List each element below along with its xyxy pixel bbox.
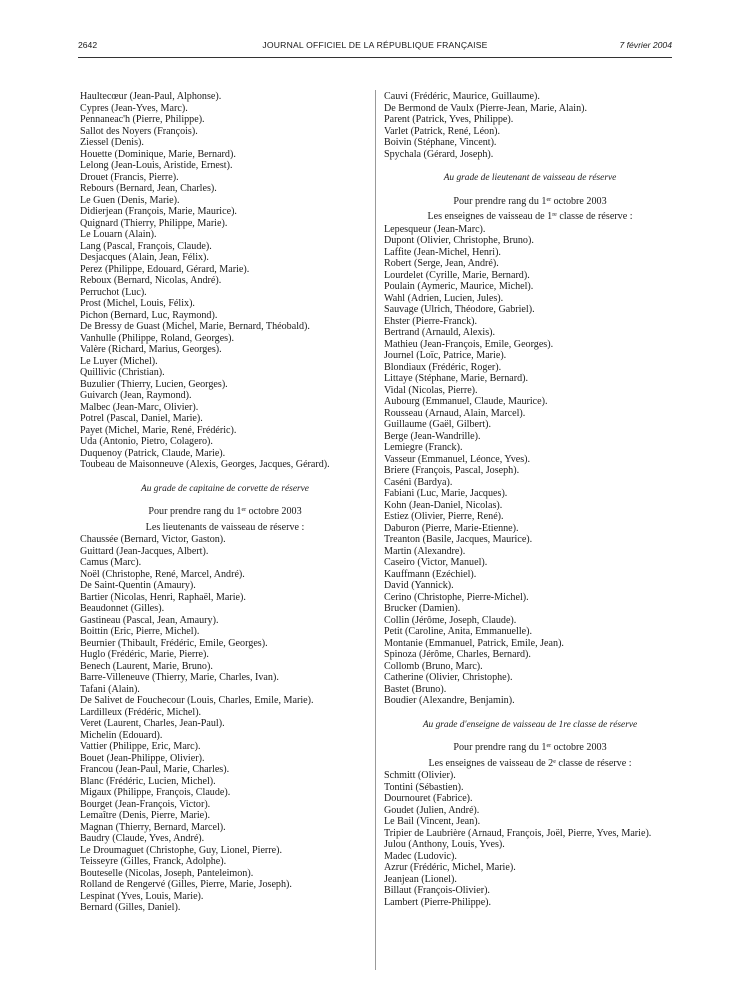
name-entry: Noël (Christophe, René, Marcel, André).	[80, 568, 245, 580]
name-entry: Didierjean (François, Marie, Maurice).	[80, 206, 237, 217]
name-entry: Brucker (Damien).	[384, 603, 461, 614]
name-entry: De Salivet de Fouchecour (Louis, Charles, Emile, Marie).	[80, 695, 314, 706]
page-header	[78, 40, 672, 54]
name-entry: Vattier (Philippe, Eric, Marc).	[80, 741, 201, 752]
name-entry: Vasseur (Emmanuel, Léonce, Yves).	[384, 453, 531, 465]
name-entry: Estiez (Olivier, Pierre, René).	[384, 511, 504, 522]
name-entry: Quignard (Thierry, Philippe, Marie).	[80, 217, 228, 229]
right-column	[384, 91, 676, 908]
name-entry: Caséni (Bardya).	[384, 476, 453, 488]
name-entry: Spychala (Gérard, Joseph).	[384, 148, 494, 160]
header-rule	[78, 57, 672, 58]
section-capitaine-de-corvette	[80, 484, 370, 534]
left-column	[80, 91, 370, 914]
name-entry: Sauvage (Ulrich, Théodore, Gabriel).	[384, 304, 535, 315]
name-entry: Bartier (Nicolas, Henri, Raphaël, Marie).	[80, 591, 246, 603]
name-entry: Bouteselle (Nicolas, Joseph, Panteleimon).	[80, 867, 254, 879]
name-entry: Goudet (Julien, André).	[384, 804, 480, 816]
name-entry: Guittard (Jean-Jacques, Albert).	[80, 545, 209, 557]
name-entry: Wahl (Adrien, Lucien, Jules).	[384, 292, 504, 304]
name-entry: Spinoza (Jérôme, Charles, Bernard).	[384, 649, 531, 660]
name-entry: Martin (Alexandre).	[384, 545, 466, 557]
name-entry: Desjacques (Alain, Jean, Félix).	[80, 252, 209, 263]
name-entry: Blanc (Frédéric, Lucien, Michel).	[80, 775, 216, 787]
name-entry: Lourdelet (Cyrille, Marie, Bernard).	[384, 269, 530, 281]
name-entry: Sallot des Noyers (François).	[80, 125, 198, 137]
name-entry: Rousseau (Arnaud, Alain, Marcel).	[384, 407, 526, 419]
name-entry: Vanhulle (Philippe, Roland, Georges).	[80, 332, 234, 344]
name-entry: Tripier de Laubrière (Arnaud, François, Joël, Pierre, Yves, Marie).	[384, 827, 652, 839]
name-entry: Ehster (Pierre-Franck).	[384, 315, 478, 327]
journal-title: JOURNAL OFFICIEL DE LA RÉPUBLIQUE FRANÇAISE	[262, 40, 488, 50]
name-entry: Migaux (Philippe, François, Claude).	[80, 787, 231, 798]
name-entry: Veret (Laurent, Charles, Jean-Paul).	[80, 718, 225, 729]
name-entry: Briere (François, Pascal, Joseph).	[384, 465, 520, 476]
name-entry: Gastineau (Pascal, Jean, Amaury).	[80, 614, 219, 626]
name-entry: Michelin (Edouard).	[80, 729, 163, 741]
name-entry: Robert (Serge, Jean, André).	[384, 258, 499, 269]
name-entry: Boudier (Alexandre, Benjamin).	[384, 695, 515, 706]
name-entry: Valère (Richard, Marius, Georges).	[80, 344, 222, 355]
name-entry: Dupont (Olivier, Christophe, Bruno).	[384, 235, 534, 246]
name-entry: Aubourg (Emmanuel, Claude, Maurice).	[384, 396, 548, 407]
name-entry: De Bermond de Vaulx (Pierre-Jean, Marie, Alain).	[384, 102, 588, 114]
name-entry: Baudry (Claude, Yves, André).	[80, 833, 205, 844]
name-entry: Le Guen (Denis, Marie).	[80, 194, 180, 206]
rank-date-line: Pour prendre rang du 1er octobre 2003	[148, 506, 302, 517]
name-entry: Varlet (Patrick, René, Léon).	[384, 125, 501, 137]
name-entry: Ziessel (Denis).	[80, 137, 144, 148]
name-entry: Fabiani (Luc, Marie, Jacques).	[384, 488, 508, 499]
name-entry: Pichon (Bernard, Luc, Raymond).	[80, 309, 218, 321]
name-entry: Littaye (Stéphane, Marie, Bernard).	[384, 373, 529, 384]
name-entry: Poulain (Aymeric, Maurice, Michel).	[384, 281, 534, 292]
name-entry: Bouet (Jean-Philippe, Olivier).	[80, 752, 205, 764]
name-entry: Lardilleux (Frédéric, Michel).	[80, 706, 202, 718]
name-entry: Tafani (Alain).	[80, 683, 140, 695]
page-number: 2642	[78, 40, 98, 50]
name-entry: Bourget (Jean-François, Victor).	[80, 798, 211, 810]
name-entry: Caseiro (Victor, Manuel).	[384, 557, 488, 568]
name-entry: Francou (Jean-Paul, Marie, Charles).	[80, 764, 230, 775]
section-enseigne-de-vaisseau	[384, 720, 676, 770]
name-entry: Petit (Caroline, Anita, Emmanuelle).	[384, 626, 533, 637]
name-entry: Bastet (Bruno).	[384, 683, 447, 695]
name-entry: Bertrand (Arnauld, Alexis).	[384, 327, 496, 338]
subsection-heading: Les enseignes de vaisseau de 1re classe de réserve :	[427, 211, 633, 222]
name-entry: Cauvi (Frédéric, Maurice, Guillaume).	[384, 91, 540, 102]
name-entry: Berge (Jean-Wandrille).	[384, 430, 481, 442]
name-entry: Perez (Philippe, Edouard, Gérard, Marie).	[80, 263, 250, 275]
name-entry: Kauffmann (Ezéchiel).	[384, 568, 477, 580]
name-entry: Vidal (Nicolas, Pierre).	[384, 384, 478, 396]
name-entry: Prost (Michel, Louis, Félix).	[80, 298, 195, 309]
name-list	[384, 91, 676, 160]
name-entry: Le Droumaguet (Christophe, Guy, Lionel, Pierre).	[80, 844, 283, 856]
name-entry: Chaussée (Bernard, Victor, Gaston).	[80, 534, 226, 545]
name-list	[80, 534, 370, 914]
name-entry: Boittin (Eric, Pierre, Michel).	[80, 626, 200, 637]
name-entry: Le Louarn (Alain).	[80, 229, 157, 240]
name-entry: Pennaneac'h (Pierre, Philippe).	[80, 114, 205, 125]
name-entry: Beurnier (Thibault, Frédéric, Emile, Georges).	[80, 637, 268, 649]
name-entry: Potrel (Pascal, Daniel, Marie).	[80, 413, 203, 424]
name-entry: Guivarch (Jean, Raymond).	[80, 390, 192, 401]
rank-date-line: Pour prendre rang du 1er octobre 2003	[453, 195, 607, 207]
name-entry: Perruchot (Luc).	[80, 286, 147, 298]
name-entry: Reboux (Bernard, Nicolas, André).	[80, 275, 222, 286]
name-entry: Lang (Pascal, François, Claude).	[80, 240, 212, 252]
name-entry: Montanie (Emmanuel, Patrick, Emile, Jean).	[384, 637, 564, 649]
name-entry: Malbec (Jean-Marc, Olivier).	[80, 401, 199, 413]
name-entry: De Saint-Quentin (Amaury).	[80, 580, 196, 591]
name-entry: Treanton (Basile, Jacques, Maurice).	[384, 534, 533, 545]
name-entry: Teisseyre (Gilles, Franck, Adolphe).	[80, 856, 227, 867]
name-entry: Collomb (Bruno, Marc).	[384, 660, 483, 672]
name-entry: Lambert (Pierre-Philippe).	[384, 896, 492, 908]
name-entry: Toubeau de Maisonneuve (Alexis, Georges, Jacques, Gérard).	[80, 459, 330, 470]
section-heading: Au grade de lieutenant de vaisseau de réserve	[443, 173, 617, 183]
name-entry: Azrur (Frédéric, Michel, Marie).	[384, 862, 516, 873]
name-entry: Boivin (Stéphane, Vincent).	[384, 137, 497, 148]
section-heading: Au grade de capitaine de corvette de réserve	[141, 483, 309, 494]
name-entry: Lemaître (Denis, Pierre, Marie).	[80, 810, 211, 821]
rank-date-line: Pour prendre rang du 1er octobre 2003	[453, 742, 607, 753]
name-entry: Le Bail (Vincent, Jean).	[384, 816, 481, 827]
name-entry: Buzulier (Thierry, Lucien, Georges).	[80, 378, 228, 390]
name-entry: Houette (Dominique, Marie, Bernard).	[80, 148, 236, 160]
name-entry: Madec (Ludovic).	[384, 850, 457, 862]
name-entry: Jeanjean (Lionel).	[384, 873, 457, 885]
column-divider	[375, 90, 376, 970]
name-entry: Laffite (Jean-Michel, Henri).	[384, 246, 501, 258]
name-entry: Drouet (Francis, Pierre).	[80, 171, 179, 183]
name-entry: Duquenoy (Patrick, Claude, Marie).	[80, 447, 226, 459]
name-entry: Lepesqueur (Jean-Marc).	[384, 223, 486, 235]
name-list	[80, 91, 370, 471]
name-entry: Catherine (Olivier, Christophe).	[384, 672, 513, 683]
name-entry: Blondiaux (Frédéric, Roger).	[384, 361, 502, 373]
name-entry: Haultecœur (Jean-Paul, Alphonse).	[80, 91, 222, 102]
issue-date: 7 février 2004	[619, 40, 672, 50]
name-entry: Uda (Antonio, Pietro, Colagero).	[80, 436, 213, 447]
name-entry: Lespinat (Yves, Louis, Marie).	[80, 890, 204, 902]
name-entry: Schmitt (Olivier).	[384, 770, 456, 781]
section-lieutenant-de-vaisseau	[384, 173, 676, 223]
name-entry: Bernard (Gilles, Daniel).	[80, 902, 181, 913]
section-heading: Au grade d'enseigne de vaisseau de 1re classe de réserve	[422, 719, 638, 730]
name-entry: Collin (Jérôme, Joseph, Claude).	[384, 614, 517, 626]
name-entry: Payet (Michel, Marie, René, Frédéric).	[80, 424, 237, 436]
name-entry: Guillaume (Gaël, Gilbert).	[384, 419, 492, 430]
name-list	[384, 770, 676, 908]
name-entry: Cerino (Christophe, Pierre-Michel).	[384, 591, 529, 603]
subsection-heading: Les enseignes de vaisseau de 2e classe de réserve :	[428, 757, 632, 769]
name-entry: Huglo (Frédéric, Marie, Pierre).	[80, 649, 209, 660]
name-entry: Daburon (Pierre, Marie-Etienne).	[384, 522, 519, 534]
name-entry: Barre-Villeneuve (Thierry, Marie, Charles, Ivan).	[80, 672, 279, 683]
name-entry: Camus (Marc).	[80, 557, 142, 568]
name-entry: Tontini (Sébastien).	[384, 781, 464, 793]
subsection-heading: Les lieutenants de vaisseau de réserve :	[145, 521, 305, 533]
name-list	[384, 224, 676, 707]
name-entry: De Bressy de Guast (Michel, Marie, Bernard, Théobald).	[80, 321, 310, 332]
name-entry: Cypres (Jean-Yves, Marc).	[80, 102, 188, 114]
name-entry: Mathieu (Jean-François, Emile, Georges).	[384, 338, 554, 350]
name-entry: Dournouret (Fabrice).	[384, 793, 473, 804]
name-entry: Rebours (Bernard, Jean, Charles).	[80, 183, 217, 194]
name-entry: Benech (Laurent, Marie, Bruno).	[80, 660, 213, 672]
name-entry: Julou (Anthony, Louis, Yves).	[384, 839, 505, 850]
name-entry: Kohn (Jean-Daniel, Nicolas).	[384, 499, 503, 511]
name-entry: David (Yannick).	[384, 580, 454, 591]
name-entry: Quillivic (Christian).	[80, 367, 165, 378]
name-entry: Parent (Patrick, Yves, Philippe).	[384, 114, 514, 125]
name-entry: Rolland de Rengervé (Gilles, Pierre, Marie, Joseph).	[80, 879, 292, 890]
name-entry: Journel (Loïc, Patrice, Marie).	[384, 350, 507, 361]
name-entry: Le Luyer (Michel).	[80, 355, 158, 367]
name-entry: Beaudonnet (Gilles).	[80, 603, 165, 614]
name-entry: Lelong (Jean-Louis, Aristide, Ernest).	[80, 160, 233, 171]
name-entry: Billaut (François-Olivier).	[384, 885, 490, 896]
name-entry: Lemiegre (Franck).	[384, 442, 463, 453]
name-entry: Magnan (Thierry, Bernard, Marcel).	[80, 821, 226, 833]
